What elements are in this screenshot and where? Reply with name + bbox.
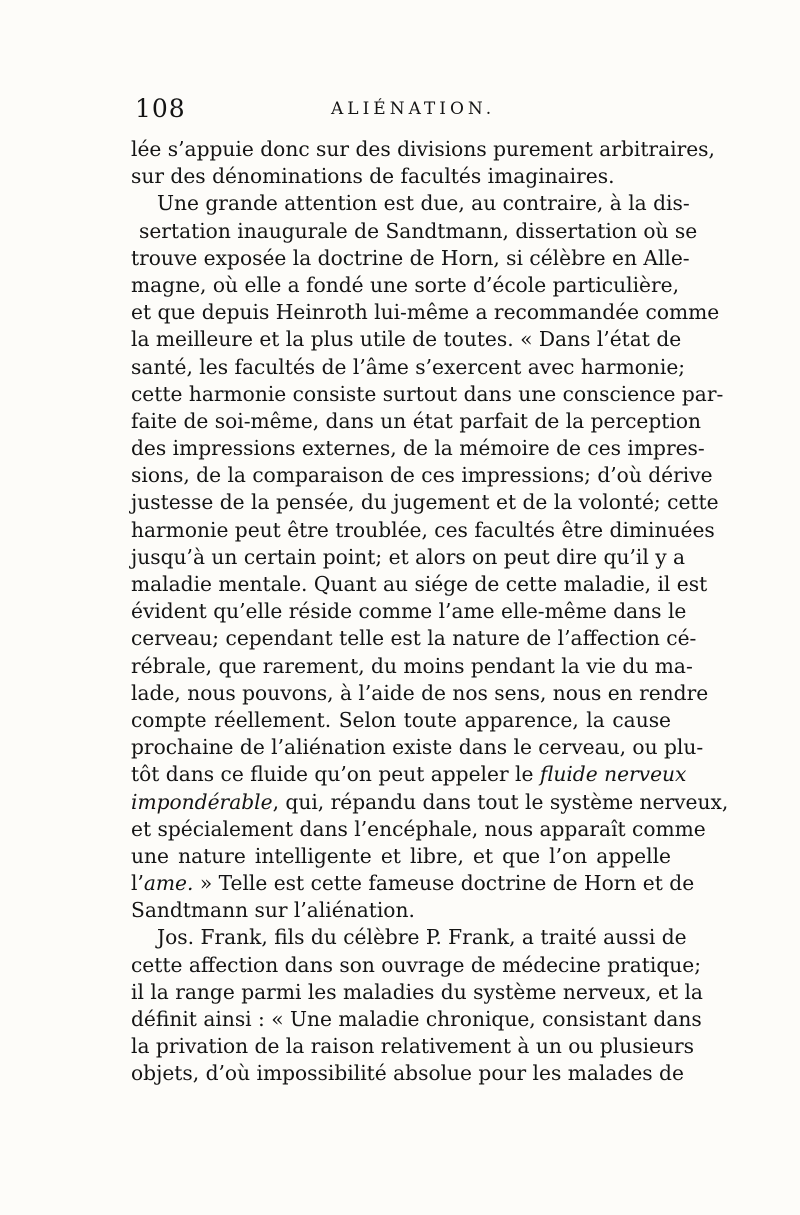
text-line: lée s’appuie donc sur des divisions purement arbitraires, xyxy=(131,137,715,161)
text-line: la meilleure et la plus utile de toutes. « Dans l’état de xyxy=(131,327,682,352)
italic-term: fluide nerveux xyxy=(539,762,687,787)
text-line xyxy=(131,761,687,788)
paragraph-first-line: Jos. Frank, fils du célèbre P. Frank, a traité aussi de xyxy=(157,925,687,950)
text-line: objets, d’où impossibilité absolue pour les malades de xyxy=(131,1061,684,1086)
text-line: prochaine de l’aliénation existe dans le cerveau, ou plu- xyxy=(131,735,704,760)
text-line: cerveau; cependant telle est la nature de l’affection cé- xyxy=(131,626,697,651)
text-line xyxy=(131,870,695,897)
text-line: trouve exposée la doctrine de Horn, si célèbre en Alle- xyxy=(131,245,690,270)
text-line: la privation de la raison relativement à un ou plusieurs xyxy=(131,1034,695,1059)
text-line: une nature intelligente et libre, et que l’on appelle xyxy=(131,843,671,868)
text-line: et que depuis Heinroth lui-même a recommandée comme xyxy=(131,300,720,325)
text-line: magne, où elle a fondé une sorte d’école particulière, xyxy=(131,272,679,297)
italic-term: ame. xyxy=(143,871,194,896)
paragraph-first-line: Une grande attention est due, au contraire, à la dis- xyxy=(157,191,690,216)
text-line: maladie mentale. Quant au siége de cette maladie, il est xyxy=(131,572,708,596)
text-line: évident qu’elle réside comme l’ame elle-même dans le xyxy=(131,599,687,624)
text-segment: l’ xyxy=(131,871,144,896)
text-line: cette affection dans son ouvrage de médecine pratique; xyxy=(131,952,702,977)
text-line: santé, les facultés de l’âme s’exercent avec harmonie; xyxy=(131,354,686,379)
running-title: ALIÉNATION. xyxy=(331,99,496,119)
text-line: sions, de la comparaison de ces impressions; d’où dérive xyxy=(131,463,713,488)
text-segment: tôt dans ce fluide qu’on peut appeler le xyxy=(131,762,540,787)
text-line: justesse de la pensée, du jugement et de la volonté; cette xyxy=(131,490,719,515)
text-line: faite de soi-même, dans un état parfait de la perception xyxy=(131,408,702,433)
text-line: définit ainsi : « Une maladie chronique, consistant dans xyxy=(131,1007,702,1031)
text-line: des impressions externes, de la mémoire de ces impres- xyxy=(131,436,705,461)
text-line: cette harmonie consiste surtout dans une conscience par- xyxy=(131,381,724,406)
text-line: lade, nous pouvons, à l’aide de nos sens, nous en rendre xyxy=(131,680,709,705)
text-segment: , qui, répandu dans tout le système nerveux, xyxy=(272,789,729,814)
text-line: sur des dénominations de facultés imaginaires. xyxy=(131,164,615,189)
text-line: compte réellement. Selon toute apparence, la cause xyxy=(131,707,671,732)
text-line: et spécialement dans l’encéphale, nous apparaît comme xyxy=(131,816,706,841)
text-segment: » Telle est cette fameuse doctrine de Horn et de xyxy=(193,871,695,896)
text-line: Sandtmann sur l’aliénation. xyxy=(131,898,415,923)
page-number: 108 xyxy=(135,94,186,123)
text-line: sertation inaugurale de Sandtmann, dissertation où se xyxy=(139,218,698,243)
text-line: jusqu’à un certain point; et alors on peut dire qu’il y a xyxy=(131,544,686,569)
text-line: harmonie peut être troublée, ces facultés être diminuées xyxy=(131,517,715,542)
text-line: il la range parmi les maladies du système nerveux, et la xyxy=(131,979,703,1004)
running-head xyxy=(135,94,665,130)
text-line: rébrale, que rarement, du moins pendant la vie du ma- xyxy=(131,653,693,678)
body-text xyxy=(131,136,729,1088)
italic-term: impondérable xyxy=(131,789,273,814)
text-line xyxy=(131,789,729,816)
